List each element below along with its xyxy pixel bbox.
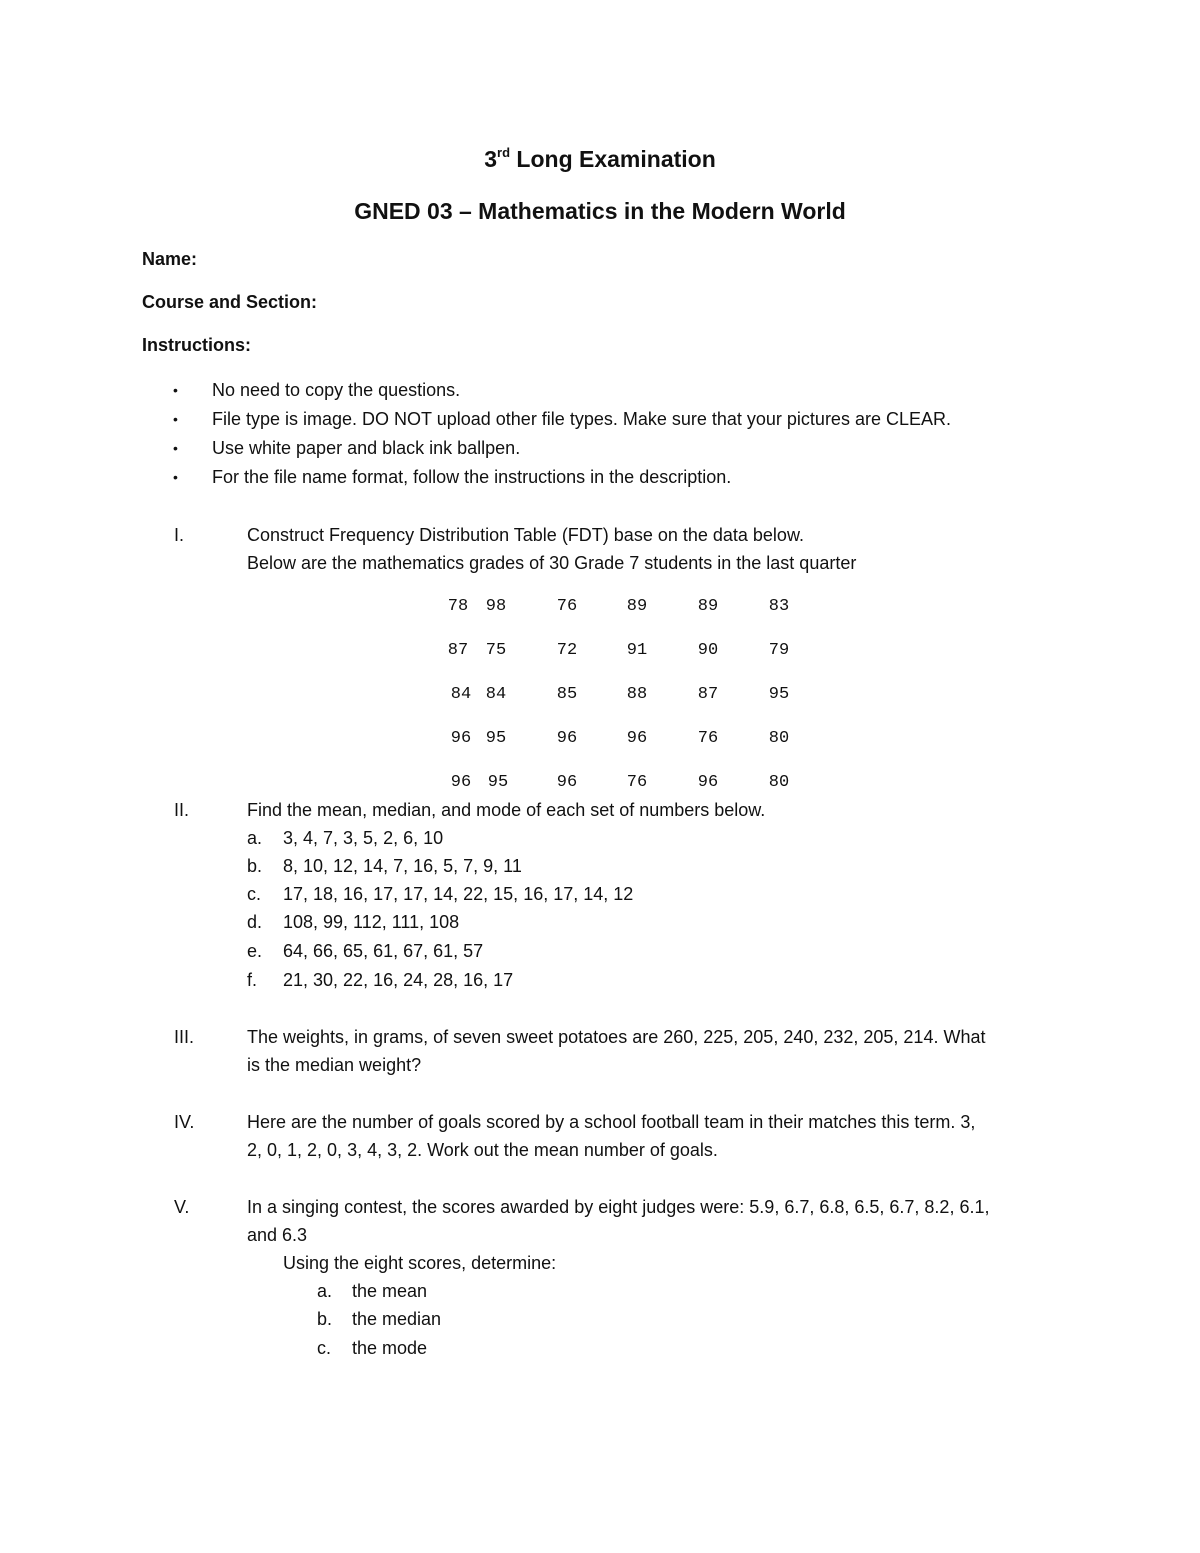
bullet-icon: • — [173, 469, 178, 485]
question-numeral: IV. — [174, 1112, 195, 1132]
item-text: the median — [352, 1309, 442, 1329]
grade-cell: 98 — [485, 597, 507, 616]
grade-cell: 95 — [485, 729, 507, 748]
grade-cell: 96 — [626, 729, 648, 748]
item-letter: d. — [247, 912, 263, 932]
exam-title-number: 3 — [484, 146, 498, 172]
grade-cell: 76 — [626, 773, 648, 792]
instruction-item: For the file name format, follow the instructions in the description. — [212, 467, 732, 487]
item-letter: a. — [247, 828, 263, 848]
grade-cell: 84 — [485, 685, 507, 704]
question-text: 2, 0, 1, 2, 0, 3, 4, 3, 2. Work out the mean number of goals. — [247, 1140, 718, 1160]
exam-title — [0, 145, 1200, 173]
course-subtitle: GNED 03 – Mathematics in the Modern World — [354, 198, 846, 224]
grade-cell: 83 — [768, 597, 790, 616]
item-letter: c. — [317, 1338, 332, 1358]
question-numeral: I. — [174, 525, 185, 545]
item-text: 21, 30, 22, 16, 24, 28, 16, 17 — [283, 970, 514, 990]
item-letter: b. — [247, 856, 263, 876]
grade-cell: 89 — [697, 597, 719, 616]
grade-cell: 89 — [626, 597, 648, 616]
item-text: 17, 18, 16, 17, 17, 14, 22, 15, 16, 17, 14, 12 — [283, 884, 634, 904]
question-numeral: V. — [174, 1197, 190, 1217]
grade-cell: 96 — [556, 729, 578, 748]
grade-cell: 91 — [626, 641, 648, 660]
grade-cell: 88 — [626, 685, 648, 704]
grade-cell: 79 — [768, 641, 790, 660]
grade-cell: 80 — [768, 729, 790, 748]
grade-cell: 78 — [447, 597, 469, 616]
grade-cell: 96 — [450, 729, 472, 748]
item-letter: e. — [247, 941, 263, 961]
item-text: 108, 99, 112, 111, 108 — [283, 912, 460, 932]
item-letter: f. — [247, 970, 258, 990]
exam-title-text: Long Examination — [510, 146, 716, 172]
grade-cell: 76 — [556, 597, 578, 616]
question-text: is the median weight? — [247, 1055, 422, 1075]
item-text: 64, 66, 65, 61, 67, 61, 57 — [283, 941, 484, 961]
instructions-label: Instructions: — [142, 335, 252, 355]
bullet-icon: • — [173, 382, 178, 398]
grade-cell: 72 — [556, 641, 578, 660]
question-text: The weights, in grams, of seven sweet potatoes are 260, 225, 205, 240, 232, 205, 214. What — [247, 1027, 986, 1047]
instruction-item: File type is image. DO NOT upload other file types. Make sure that your pictures are CLEAR. — [212, 409, 951, 429]
name-label: Name: — [142, 249, 198, 269]
grade-cell: 95 — [768, 685, 790, 704]
item-text: the mean — [352, 1281, 428, 1301]
question-text: Find the mean, median, and mode of each set of numbers below. — [247, 800, 766, 820]
instruction-item: Use white paper and black ink ballpen. — [212, 438, 521, 458]
instruction-item: No need to copy the questions. — [212, 380, 461, 400]
grade-cell: 85 — [556, 685, 578, 704]
bullet-icon: • — [173, 411, 178, 427]
item-letter: b. — [317, 1309, 333, 1329]
grade-cell: 96 — [556, 773, 578, 792]
grade-cell: 87 — [447, 641, 469, 660]
item-letter: a. — [317, 1281, 333, 1301]
grade-cell: 76 — [697, 729, 719, 748]
question-numeral: II. — [174, 800, 190, 820]
item-text: 8, 10, 12, 14, 7, 16, 5, 7, 9, 11 — [283, 856, 522, 876]
question-text: In a singing contest, the scores awarded by eight judges were: 5.9, 6.7, 6.8, 6.5, 6.7, 8.2, 6.1, — [247, 1197, 990, 1217]
grade-cell: 96 — [450, 773, 472, 792]
grade-cell: 75 — [485, 641, 507, 660]
question-text: Using the eight scores, determine: — [283, 1253, 557, 1273]
grade-cell: 84 — [450, 685, 472, 704]
question-text: Below are the mathematics grades of 30 Grade 7 students in the last quarter — [247, 553, 857, 573]
grade-cell: 95 — [487, 773, 509, 792]
item-text: the mode — [352, 1338, 428, 1358]
bullet-icon: • — [173, 440, 178, 456]
item-text: 3, 4, 7, 3, 5, 2, 6, 10 — [283, 828, 444, 848]
grade-cell: 96 — [697, 773, 719, 792]
exam-title-ordinal: rd — [497, 145, 511, 160]
question-text: and 6.3 — [247, 1225, 308, 1245]
question-text: Here are the number of goals scored by a school football team in their matches this term. 3, — [247, 1112, 976, 1132]
grade-cell: 80 — [768, 773, 790, 792]
grade-cell: 87 — [697, 685, 719, 704]
question-text: Construct Frequency Distribution Table (FDT) base on the data below. — [247, 525, 804, 545]
grade-cell: 90 — [697, 641, 719, 660]
item-letter: c. — [247, 884, 262, 904]
course-section-label: Course and Section: — [142, 292, 318, 312]
question-numeral: III. — [174, 1027, 195, 1047]
